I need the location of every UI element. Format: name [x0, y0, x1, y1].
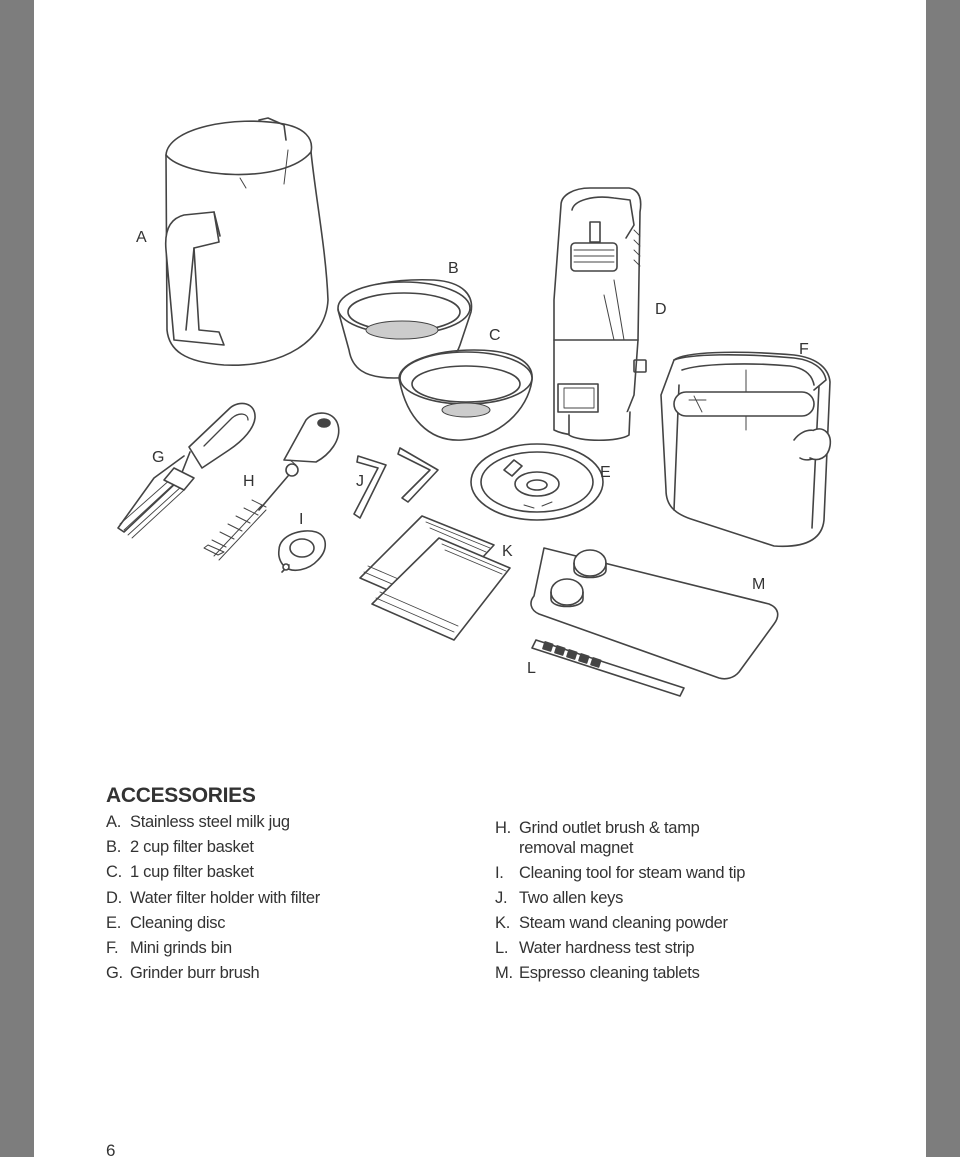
label-h: H — [243, 473, 255, 490]
item-text: Stainless steel milk jug — [130, 813, 290, 831]
mini-grinds-bin-drawing — [661, 352, 830, 546]
milk-jug-drawing — [166, 118, 328, 365]
one-cup-basket-drawing — [399, 350, 532, 440]
item-text: Cleaning disc — [130, 913, 226, 932]
item-text: Grinder burr brush — [130, 964, 260, 983]
steam-wand-tool-drawing — [279, 531, 326, 572]
label-j: J — [356, 473, 364, 490]
item-letter: B. — [106, 838, 121, 857]
label-g: G — [152, 449, 165, 466]
item-text: Steam wand cleaning powder — [519, 914, 728, 933]
item-text: Water hardness test strip — [519, 939, 695, 958]
list-item — [106, 863, 466, 883]
label-d: D — [655, 301, 667, 318]
item-text: Grind outlet brush & tamp removal magnet — [519, 819, 700, 857]
item-letter: M. — [495, 964, 513, 983]
item-text: Espresso cleaning tablets — [519, 964, 700, 983]
water-filter-holder-drawing — [554, 188, 646, 440]
item-text: 2 cup filter basket — [130, 838, 254, 857]
list-item — [495, 819, 725, 858]
manual-page — [34, 0, 926, 1157]
item-letter: K. — [495, 914, 510, 933]
label-b: B — [448, 260, 459, 277]
cleaning-powder-packets-drawing — [360, 516, 510, 640]
list-item — [495, 939, 875, 959]
list-item — [106, 964, 466, 984]
item-letter: H. — [495, 819, 511, 837]
item-letter: J. — [495, 888, 508, 907]
list-item — [495, 914, 875, 934]
item-letter: A. — [106, 813, 121, 831]
label-k: K — [502, 543, 513, 560]
accessories-list-left — [106, 813, 466, 989]
item-letter: L. — [495, 939, 509, 958]
section-title: ACCESSORIES — [106, 784, 256, 807]
list-item — [495, 864, 875, 884]
item-letter: E. — [106, 913, 121, 932]
list-item — [106, 939, 466, 959]
list-item — [495, 889, 875, 909]
label-m: M — [752, 576, 766, 593]
item-text: Two allen keys — [519, 888, 624, 907]
item-text: Water filter holder with filter — [130, 888, 320, 907]
list-item — [106, 889, 466, 909]
accessories-illustration — [34, 0, 926, 720]
item-letter: G. — [106, 964, 123, 983]
allen-keys-drawing — [354, 448, 438, 518]
cleaning-disc-drawing — [471, 444, 603, 520]
label-c: C — [489, 327, 501, 344]
item-letter: F. — [106, 938, 119, 957]
accessories-list-right — [495, 819, 875, 990]
list-item — [495, 964, 875, 984]
label-l: L — [527, 660, 536, 677]
grinder-burr-brush-drawing — [118, 403, 255, 538]
list-item — [106, 838, 466, 858]
label-e: E — [600, 464, 611, 481]
list-item — [106, 813, 466, 833]
label-a: A — [136, 229, 147, 246]
list-item — [106, 914, 466, 934]
item-text: Cleaning tool for steam wand tip — [519, 863, 746, 882]
item-letter: D. — [106, 888, 122, 907]
item-letter: C. — [106, 863, 122, 882]
item-letter: I. — [495, 863, 504, 882]
item-text: 1 cup filter basket — [130, 863, 254, 882]
label-f: F — [799, 341, 809, 358]
page-number: 6 — [106, 1141, 116, 1157]
item-text: Mini grinds bin — [130, 938, 232, 957]
label-i: I — [299, 511, 304, 528]
